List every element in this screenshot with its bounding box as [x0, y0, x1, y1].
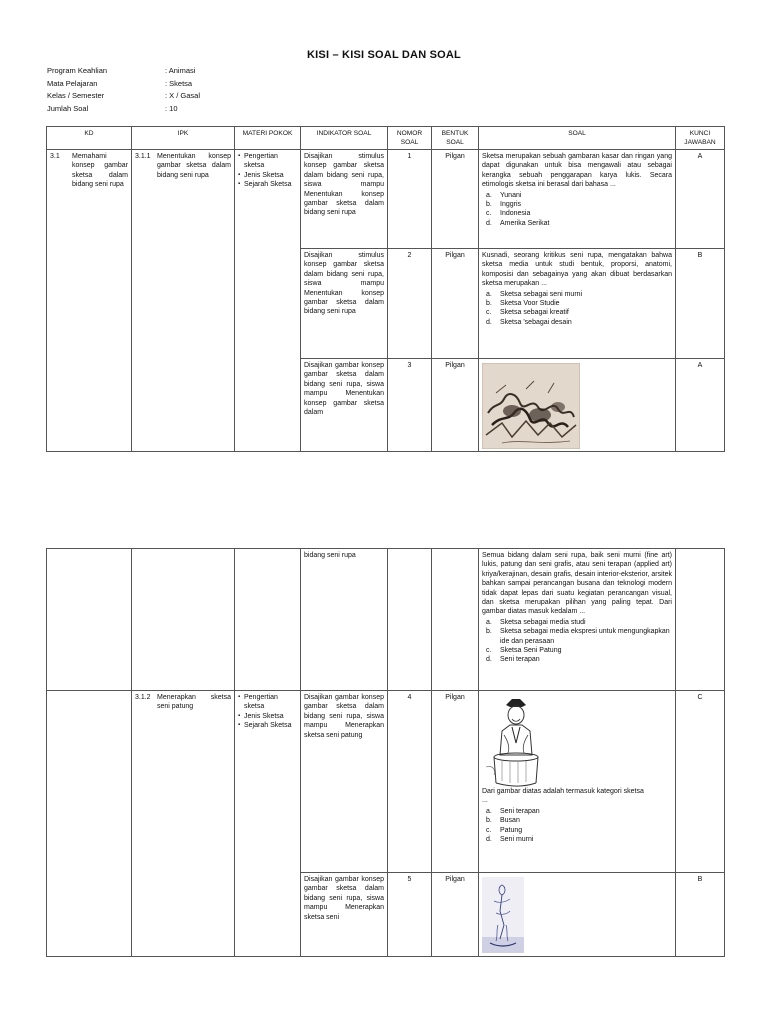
indikator-cell: bidang seni rupa — [301, 549, 388, 691]
header-indikator: INDIKATOR SOAL — [301, 127, 388, 150]
soal-cell — [479, 150, 676, 249]
nomor-cell: 4 — [388, 691, 432, 873]
soal-text: Sketsa merupakan sebuah gambaran kasar dan ringan yang dapat digunakan untuk bisa mengawali atau sebagai kerangka sebuah penggarapan karya lukis. Secara etimologis sketsa ini berasal dari bahasa ... — [482, 153, 672, 189]
nomor-cell — [388, 549, 432, 691]
materi-cell — [235, 150, 301, 452]
ipk-number: 3.1.1 — [135, 153, 151, 160]
kisi-table-page-2 — [46, 548, 725, 957]
bentuk-cell: Pilgan — [432, 150, 479, 249]
meta-value: : Animasi — [165, 66, 196, 75]
option-item: c. Indonesia — [486, 210, 531, 218]
meta-label: Program Keahlian — [47, 66, 108, 75]
kunci-cell: B — [676, 249, 725, 359]
kd-cell — [47, 150, 132, 452]
option-item: a. Yunani — [486, 191, 522, 199]
table-header-row — [47, 127, 725, 150]
meta-label: Mata Pelajaran — [47, 78, 98, 88]
materi-cell — [235, 549, 301, 691]
meta-label: Jumlah Soal — [47, 103, 89, 113]
header-soal: SOAL — [479, 127, 676, 150]
header-ipk: IPK — [132, 127, 235, 150]
soal-ellipsis: ... — [482, 797, 488, 805]
materi-item: ▪ Pengertian sketsa — [238, 152, 297, 171]
meta-row-jumlah — [47, 103, 285, 116]
materi-item: ▪ Jenis Sketsa — [238, 712, 297, 721]
kunci-cell: A — [676, 359, 725, 452]
option-item: b. Inggris — [486, 201, 522, 209]
kd-cell — [47, 691, 132, 957]
option-item: d. Sketsa 'sebagai desain — [486, 318, 572, 326]
nomor-cell: 5 — [388, 873, 432, 957]
soal-text: Dari gambar diatas adalah termasuk kategori sketsa — [482, 788, 644, 795]
header-nomor: NOMOR SOAL — [388, 127, 432, 150]
header-kunci: KUNCI JAWABAN — [676, 127, 725, 150]
kd-text: Memahami konsep gambar sketsa dalam bidang seni rupa — [72, 153, 128, 189]
kunci-cell: A — [676, 150, 725, 249]
soal-cell — [479, 873, 676, 957]
ipk-text: Menentukan konsep gambar sketsa dalam bidang seni rupa — [157, 153, 231, 179]
bentuk-cell: Pilgan — [432, 691, 479, 873]
indikator-cell: Disajikan stimulus konsep gambar sketsa dalam bidang seni rupa, siswa mampu Menentukan konsep gambar sketsa dalam bidang seni rupa — [301, 150, 388, 249]
soal-text: Kusnadi, seorang kritikus seni rupa, mengatakan bahwa sketsa media untuk studi bentuk, proporsi, anatomi, komposisi dan sebagainya yang akan dibuat berdasarkan sketsa merupakan ... — [482, 252, 672, 288]
meta-label: Kelas / Semester — [47, 91, 105, 100]
header-materi: MATERI POKOK — [235, 127, 301, 150]
materi-cell — [235, 691, 301, 957]
meta-row-program — [47, 65, 285, 78]
indikator-cell: Disajikan stimulus konsep gambar sketsa dalam bidang seni rupa, siswa mampu Menentukan konsep gambar sketsa dalam bidang seni rupa — [301, 249, 388, 359]
nomor-cell: 2 — [388, 249, 432, 359]
page-title: KISI – KISI SOAL DAN SOAL — [307, 49, 461, 61]
materi-item: ▪ Jenis Sketsa — [238, 171, 297, 180]
document-meta — [47, 65, 285, 115]
meta-value: : 10 — [165, 103, 178, 113]
materi-item: ▪ Sejarah Sketsa — [238, 180, 297, 189]
ipk-number: 3.1.2 — [135, 694, 151, 701]
materi-item: ▪ Pengertian sketsa — [238, 693, 297, 712]
sketch-statue-image — [482, 695, 552, 787]
soal-cell — [479, 249, 676, 359]
meta-value: : Sketsa — [165, 78, 193, 88]
option-item: a. Sketsa sebagai seni murni — [486, 290, 583, 298]
sketch-figure-image — [482, 877, 524, 953]
bentuk-cell: Pilgan — [432, 249, 479, 359]
option-item: d. Amerika Serikat — [486, 219, 550, 227]
ipk-text: Menerapkan sketsa seni patung — [157, 694, 231, 711]
meta-value: : X / Gasal — [165, 91, 201, 100]
bentuk-cell — [432, 549, 479, 691]
option-item: b. Busan — [486, 817, 520, 825]
table-row — [47, 549, 725, 691]
nomor-cell: 1 — [388, 150, 432, 249]
soal-cell — [479, 549, 676, 691]
soal-cell — [479, 691, 676, 873]
option-item: a. Seni terapan — [486, 807, 540, 815]
materi-item: ▪ Sejarah Sketsa — [238, 721, 297, 730]
option-item: d. Seni terapan — [486, 656, 540, 664]
nomor-cell: 3 — [388, 359, 432, 452]
option-item: a. Sketsa sebagai media studi — [486, 618, 586, 626]
indikator-cell: Disajikan gambar konsep gambar sketsa dalam bidang seni rupa, siswa mampu Menentukan konsep gambar sketsa dalam — [301, 359, 388, 452]
kd-cell — [47, 549, 132, 691]
table-row — [47, 150, 725, 249]
soal-cell — [479, 359, 676, 452]
bentuk-cell: Pilgan — [432, 359, 479, 452]
ipk-cell — [132, 150, 235, 452]
meta-row-mapel — [47, 78, 285, 91]
kunci-cell — [676, 549, 725, 691]
bentuk-cell: Pilgan — [432, 873, 479, 957]
option-item: d. Seni murni — [486, 836, 534, 844]
kisi-table-page-1 — [46, 126, 725, 452]
option-item: c. Patung — [486, 826, 523, 834]
kd-number: 3.1 — [50, 153, 60, 160]
meta-row-kelas — [47, 90, 285, 103]
option-item: b. Sketsa Voor Studie — [486, 300, 560, 308]
option-item: c. Sketsa Seni Patung — [486, 647, 562, 655]
ipk-cell — [132, 549, 235, 691]
option-item: b. Sketsa sebagai media ekspresi untuk mengungkapkan ide dan perasaan — [486, 628, 670, 645]
header-bentuk: BENTUK SOAL — [432, 127, 479, 150]
ipk-cell — [132, 691, 235, 957]
soal-text: Semua bidang dalam seni rupa, baik seni murni (fine art) lukis, patung dan seni grafis, atau seni terapan (applied art) kriya/kerajinan, desain grafis, desain interior-eksterior, arsitek bahkan sampai perancangan busana dan teknologi modern tidak dapat lepas dari suatu kegiatan perancangan visual, dan sketsa merupakan pilihan yang paling tepat. Dari gambar diatas masuk kedalam ... — [482, 552, 672, 616]
kunci-cell: C — [676, 691, 725, 873]
indikator-cell: Disajikan gambar konsep gambar sketsa dalam bidang seni rupa, siswa mampu Menerapkan sketsa seni — [301, 873, 388, 957]
option-item: c. Sketsa sebagai kreatif — [486, 309, 569, 317]
header-kd: KD — [47, 127, 132, 150]
sketch-battle-image — [482, 363, 580, 449]
table-row — [47, 691, 725, 873]
indikator-cell: Disajikan gambar konsep gambar sketsa dalam bidang seni rupa, siswa mampu Menerapkan sketsa seni patung — [301, 691, 388, 873]
kunci-cell: B — [676, 873, 725, 957]
